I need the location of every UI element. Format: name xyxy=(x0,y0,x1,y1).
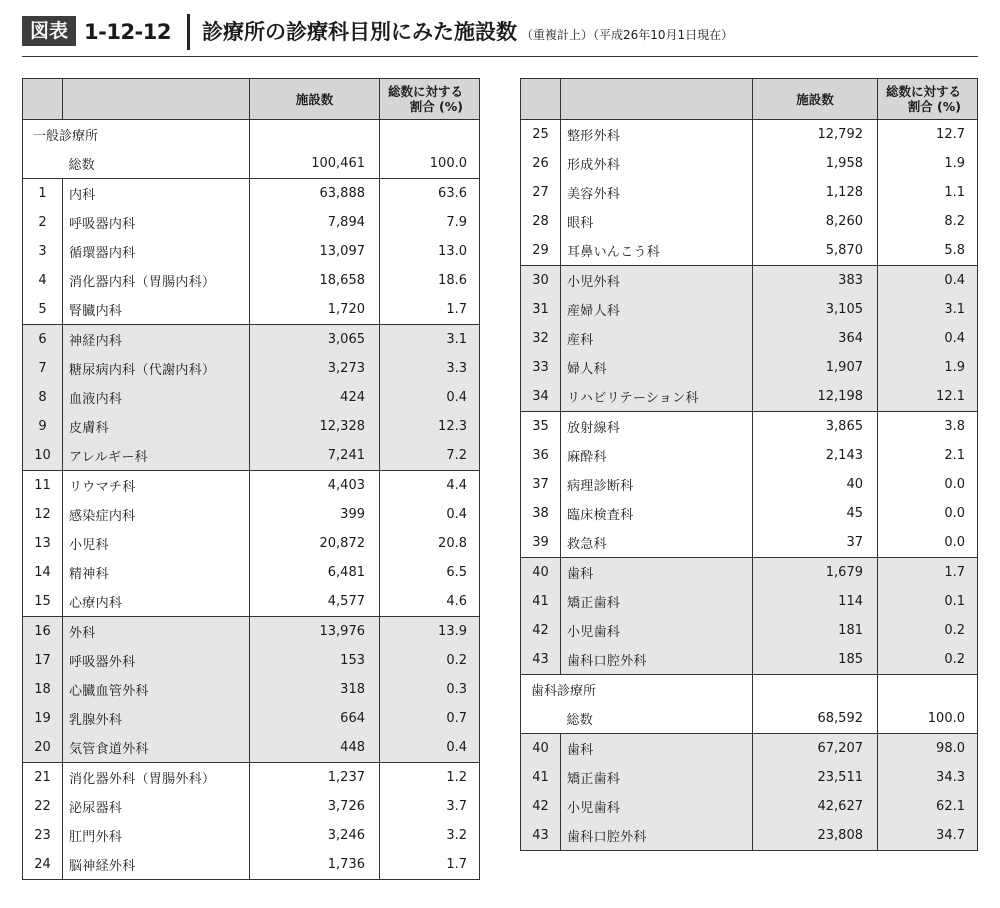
row-number: 1 xyxy=(23,179,63,209)
row-ratio: 63.6 xyxy=(380,179,480,209)
row-number: 43 xyxy=(521,821,561,851)
table-row xyxy=(23,704,480,733)
row-department: 矯正歯科 xyxy=(561,587,753,616)
row-department: 外科 xyxy=(63,617,250,647)
table-row xyxy=(23,471,480,501)
row-department: 救急科 xyxy=(561,528,753,558)
row-ratio: 18.6 xyxy=(380,266,480,295)
row-ratio: 1.1 xyxy=(878,178,978,207)
row-department: 産科 xyxy=(561,324,753,353)
total-label: 総数 xyxy=(561,704,753,734)
row-facilities: 18,658 xyxy=(250,266,380,295)
row-department: 肛門外科 xyxy=(63,821,250,850)
table-row xyxy=(521,412,978,442)
table-row xyxy=(23,354,480,383)
table-row xyxy=(23,412,480,441)
row-department: 小児外科 xyxy=(561,266,753,296)
row-department: 皮膚科 xyxy=(63,412,250,441)
row-ratio: 3.1 xyxy=(878,295,978,324)
row-department: 乳腺外科 xyxy=(63,704,250,733)
row-department: 小児歯科 xyxy=(561,792,753,821)
row-number: 3 xyxy=(23,237,63,266)
row-department: 小児科 xyxy=(63,529,250,558)
row-number: 41 xyxy=(521,587,561,616)
row-facilities: 37 xyxy=(753,528,878,558)
row-ratio: 0.4 xyxy=(380,500,480,529)
row-department: 臨床検査科 xyxy=(561,499,753,528)
row-facilities: 5,870 xyxy=(753,236,878,266)
row-number: 24 xyxy=(23,850,63,880)
row-facilities: 1,679 xyxy=(753,558,878,588)
row-department: 眼科 xyxy=(561,207,753,236)
row-facilities: 181 xyxy=(753,616,878,645)
row-ratio: 1.9 xyxy=(878,353,978,382)
row-number: 36 xyxy=(521,441,561,470)
row-number: 35 xyxy=(521,412,561,442)
table-row xyxy=(521,178,978,207)
table-row xyxy=(521,382,978,412)
row-ratio: 1.7 xyxy=(878,558,978,588)
row-ratio: 0.2 xyxy=(878,645,978,675)
row-ratio: 20.8 xyxy=(380,529,480,558)
row-number: 40 xyxy=(521,734,561,764)
header-facilities: 施設数 xyxy=(250,79,380,120)
row-number: 34 xyxy=(521,382,561,412)
row-facilities: 3,105 xyxy=(753,295,878,324)
row-facilities: 2,143 xyxy=(753,441,878,470)
row-ratio: 0.1 xyxy=(878,587,978,616)
header-rule xyxy=(22,56,978,57)
row-number: 25 xyxy=(521,120,561,150)
row-number: 28 xyxy=(521,207,561,236)
table-row xyxy=(23,587,480,617)
row-number: 39 xyxy=(521,528,561,558)
table-row xyxy=(521,441,978,470)
table-row xyxy=(23,646,480,675)
table-row xyxy=(521,792,978,821)
row-number: 8 xyxy=(23,383,63,412)
row-facilities: 448 xyxy=(250,733,380,763)
row-ratio: 98.0 xyxy=(878,734,978,764)
left-table-body xyxy=(23,120,480,880)
row-facilities: 1,958 xyxy=(753,149,878,178)
row-department: 腎臓内科 xyxy=(63,295,250,325)
table-row xyxy=(521,587,978,616)
row-number: 19 xyxy=(23,704,63,733)
row-number: 7 xyxy=(23,354,63,383)
row-ratio: 13.9 xyxy=(380,617,480,647)
row-ratio: 4.4 xyxy=(380,471,480,501)
row-number: 13 xyxy=(23,529,63,558)
header-ratio-line1: 総数に対する xyxy=(885,84,961,99)
row-facilities: 3,065 xyxy=(250,325,380,355)
section-label: 一般診療所 xyxy=(23,120,250,150)
table-row xyxy=(23,500,480,529)
table-row xyxy=(521,528,978,558)
row-ratio: 7.2 xyxy=(380,441,480,471)
total-row xyxy=(23,149,480,179)
row-number: 38 xyxy=(521,499,561,528)
section-count-empty xyxy=(250,120,380,150)
row-facilities: 153 xyxy=(250,646,380,675)
row-department: 消化器外科（胃腸外科） xyxy=(63,763,250,793)
row-ratio: 4.6 xyxy=(380,587,480,617)
header-ratio-line2: 割合 (%) xyxy=(907,99,961,114)
row-department: 内科 xyxy=(63,179,250,209)
row-ratio: 0.4 xyxy=(878,266,978,296)
row-ratio: 3.8 xyxy=(878,412,978,442)
row-number: 18 xyxy=(23,675,63,704)
table-row xyxy=(521,295,978,324)
row-facilities: 3,246 xyxy=(250,821,380,850)
row-ratio: 0.0 xyxy=(878,499,978,528)
header-ratio xyxy=(878,79,978,120)
table-row xyxy=(521,120,978,150)
row-facilities: 3,726 xyxy=(250,792,380,821)
row-department: 小児歯科 xyxy=(561,616,753,645)
row-ratio: 34.7 xyxy=(878,821,978,851)
row-department: 呼吸器内科 xyxy=(63,208,250,237)
figure-note: （重複計上）（平成26年10月1日現在） xyxy=(521,28,734,42)
table-row xyxy=(521,645,978,675)
row-department: 歯科 xyxy=(561,558,753,588)
row-facilities: 318 xyxy=(250,675,380,704)
header-no-cell xyxy=(521,79,561,120)
total-ratio: 100.0 xyxy=(380,149,480,179)
table-row xyxy=(521,558,978,588)
row-number: 22 xyxy=(23,792,63,821)
table-row xyxy=(23,179,480,209)
row-department: 呼吸器外科 xyxy=(63,646,250,675)
figure-number: 1-12-12 xyxy=(84,20,171,44)
header-ratio-line1: 総数に対する xyxy=(387,84,463,99)
row-number: 12 xyxy=(23,500,63,529)
table-row xyxy=(23,237,480,266)
row-number: 41 xyxy=(521,763,561,792)
row-number: 42 xyxy=(521,616,561,645)
row-ratio: 3.3 xyxy=(380,354,480,383)
row-department: 感染症内科 xyxy=(63,500,250,529)
row-facilities: 364 xyxy=(753,324,878,353)
row-department: 病理診断科 xyxy=(561,470,753,499)
section-row xyxy=(23,120,480,150)
row-facilities: 424 xyxy=(250,383,380,412)
row-facilities: 8,260 xyxy=(753,207,878,236)
row-ratio: 0.4 xyxy=(380,733,480,763)
row-ratio: 1.7 xyxy=(380,850,480,880)
row-ratio: 2.1 xyxy=(878,441,978,470)
table-row xyxy=(23,763,480,793)
row-ratio: 6.5 xyxy=(380,558,480,587)
row-number: 27 xyxy=(521,178,561,207)
row-department: 気管食道外科 xyxy=(63,733,250,763)
table-row xyxy=(521,353,978,382)
row-number: 5 xyxy=(23,295,63,325)
table-row xyxy=(23,383,480,412)
right-header-row xyxy=(521,79,978,120)
row-facilities: 45 xyxy=(753,499,878,528)
total-count: 100,461 xyxy=(250,149,380,179)
section-count-empty xyxy=(753,675,878,705)
row-number: 20 xyxy=(23,733,63,763)
row-facilities: 12,792 xyxy=(753,120,878,150)
row-number: 16 xyxy=(23,617,63,647)
row-ratio: 0.0 xyxy=(878,528,978,558)
row-number: 21 xyxy=(23,763,63,793)
row-number: 17 xyxy=(23,646,63,675)
table-row xyxy=(521,470,978,499)
row-number: 9 xyxy=(23,412,63,441)
table-row xyxy=(521,266,978,296)
row-department: 放射線科 xyxy=(561,412,753,442)
row-ratio: 12.3 xyxy=(380,412,480,441)
row-number: 37 xyxy=(521,470,561,499)
row-facilities: 12,198 xyxy=(753,382,878,412)
total-no xyxy=(521,704,561,734)
row-department: 神経内科 xyxy=(63,325,250,355)
row-ratio: 3.2 xyxy=(380,821,480,850)
right-table-body xyxy=(521,120,978,851)
figure-title xyxy=(202,17,733,47)
row-facilities: 399 xyxy=(250,500,380,529)
row-department: 麻酔科 xyxy=(561,441,753,470)
row-ratio: 62.1 xyxy=(878,792,978,821)
row-department: 消化器内科（胃腸内科） xyxy=(63,266,250,295)
row-ratio: 0.4 xyxy=(878,324,978,353)
table-row xyxy=(23,295,480,325)
row-department: 心臓血管外科 xyxy=(63,675,250,704)
table-row xyxy=(521,734,978,764)
row-department: リハビリテーション科 xyxy=(561,382,753,412)
row-ratio: 3.1 xyxy=(380,325,480,355)
row-department: 糖尿病内科（代謝内科） xyxy=(63,354,250,383)
row-facilities: 1,720 xyxy=(250,295,380,325)
row-ratio: 12.7 xyxy=(878,120,978,150)
table-row xyxy=(521,821,978,851)
row-facilities: 6,481 xyxy=(250,558,380,587)
header-no-cell xyxy=(23,79,63,120)
header-facilities: 施設数 xyxy=(753,79,878,120)
row-number: 32 xyxy=(521,324,561,353)
total-count: 68,592 xyxy=(753,704,878,734)
row-facilities: 114 xyxy=(753,587,878,616)
table-row xyxy=(521,149,978,178)
row-number: 23 xyxy=(23,821,63,850)
row-facilities: 7,241 xyxy=(250,441,380,471)
row-number: 40 xyxy=(521,558,561,588)
total-label: 総数 xyxy=(63,149,250,179)
left-header-row xyxy=(23,79,480,120)
row-number: 30 xyxy=(521,266,561,296)
row-department: 脳神経外科 xyxy=(63,850,250,880)
row-ratio: 7.9 xyxy=(380,208,480,237)
row-department: 泌尿器科 xyxy=(63,792,250,821)
section-label: 歯科診療所 xyxy=(521,675,753,705)
total-row xyxy=(521,704,978,734)
row-facilities: 1,907 xyxy=(753,353,878,382)
row-ratio: 0.4 xyxy=(380,383,480,412)
row-ratio: 1.9 xyxy=(878,149,978,178)
row-facilities: 63,888 xyxy=(250,179,380,209)
row-facilities: 67,207 xyxy=(753,734,878,764)
row-facilities: 1,736 xyxy=(250,850,380,880)
row-number: 2 xyxy=(23,208,63,237)
row-department: 精神科 xyxy=(63,558,250,587)
table-row xyxy=(23,821,480,850)
row-facilities: 1,128 xyxy=(753,178,878,207)
row-number: 4 xyxy=(23,266,63,295)
figure-title-text: 診療所の診療科目別にみた施設数 xyxy=(202,20,517,44)
table-row xyxy=(23,266,480,295)
row-number: 29 xyxy=(521,236,561,266)
table-row xyxy=(521,616,978,645)
row-department: 循環器内科 xyxy=(63,237,250,266)
table-row xyxy=(521,236,978,266)
table-row xyxy=(23,325,480,355)
row-department: 整形外科 xyxy=(561,120,753,150)
row-department: 耳鼻いんこう科 xyxy=(561,236,753,266)
row-ratio: 1.2 xyxy=(380,763,480,793)
row-department: 歯科口腔外科 xyxy=(561,821,753,851)
row-number: 31 xyxy=(521,295,561,324)
row-facilities: 23,511 xyxy=(753,763,878,792)
row-facilities: 383 xyxy=(753,266,878,296)
row-facilities: 13,976 xyxy=(250,617,380,647)
header-ratio-line2: 割合 (%) xyxy=(409,99,463,114)
row-ratio: 13.0 xyxy=(380,237,480,266)
left-table xyxy=(22,78,480,880)
row-number: 33 xyxy=(521,353,561,382)
table-row xyxy=(23,208,480,237)
row-facilities: 20,872 xyxy=(250,529,380,558)
row-ratio: 1.7 xyxy=(380,295,480,325)
right-table xyxy=(520,78,978,851)
row-department: 婦人科 xyxy=(561,353,753,382)
row-number: 14 xyxy=(23,558,63,587)
table-row xyxy=(23,675,480,704)
row-facilities: 13,097 xyxy=(250,237,380,266)
row-number: 10 xyxy=(23,441,63,471)
row-facilities: 7,894 xyxy=(250,208,380,237)
table-row xyxy=(521,499,978,528)
row-ratio: 0.3 xyxy=(380,675,480,704)
header-name-cell xyxy=(63,79,250,120)
table-row xyxy=(23,558,480,587)
row-department: 血液内科 xyxy=(63,383,250,412)
row-facilities: 23,808 xyxy=(753,821,878,851)
row-number: 15 xyxy=(23,587,63,617)
row-ratio: 0.0 xyxy=(878,470,978,499)
row-department: 歯科口腔外科 xyxy=(561,645,753,675)
figure-label: 図表 xyxy=(22,16,76,46)
row-ratio: 0.7 xyxy=(380,704,480,733)
row-ratio: 34.3 xyxy=(878,763,978,792)
table-row xyxy=(23,441,480,471)
row-department: 心療内科 xyxy=(63,587,250,617)
row-department: リウマチ科 xyxy=(63,471,250,501)
row-department: アレルギー科 xyxy=(63,441,250,471)
row-ratio: 0.2 xyxy=(380,646,480,675)
row-number: 42 xyxy=(521,792,561,821)
row-ratio: 12.1 xyxy=(878,382,978,412)
section-ratio-empty xyxy=(878,675,978,705)
table-row xyxy=(521,324,978,353)
section-row xyxy=(521,675,978,705)
figure-header xyxy=(22,14,982,50)
row-facilities: 42,627 xyxy=(753,792,878,821)
row-ratio: 5.8 xyxy=(878,236,978,266)
total-no xyxy=(23,149,63,179)
row-department: 産婦人科 xyxy=(561,295,753,324)
header-name-cell xyxy=(561,79,753,120)
total-ratio: 100.0 xyxy=(878,704,978,734)
table-row xyxy=(23,792,480,821)
row-number: 26 xyxy=(521,149,561,178)
row-department: 美容外科 xyxy=(561,178,753,207)
row-ratio: 8.2 xyxy=(878,207,978,236)
row-ratio: 3.7 xyxy=(380,792,480,821)
title-divider xyxy=(187,14,190,50)
row-facilities: 185 xyxy=(753,645,878,675)
table-row xyxy=(521,763,978,792)
header-ratio xyxy=(380,79,480,120)
row-number: 6 xyxy=(23,325,63,355)
table-row xyxy=(23,733,480,763)
table-row xyxy=(23,850,480,880)
row-facilities: 4,403 xyxy=(250,471,380,501)
row-facilities: 3,273 xyxy=(250,354,380,383)
table-row xyxy=(521,207,978,236)
row-ratio: 0.2 xyxy=(878,616,978,645)
row-facilities: 40 xyxy=(753,470,878,499)
row-facilities: 1,237 xyxy=(250,763,380,793)
row-number: 11 xyxy=(23,471,63,501)
table-row xyxy=(23,617,480,647)
table-row xyxy=(23,529,480,558)
row-department: 矯正歯科 xyxy=(561,763,753,792)
row-number: 43 xyxy=(521,645,561,675)
row-department: 歯科 xyxy=(561,734,753,764)
section-ratio-empty xyxy=(380,120,480,150)
row-facilities: 4,577 xyxy=(250,587,380,617)
row-facilities: 664 xyxy=(250,704,380,733)
row-department: 形成外科 xyxy=(561,149,753,178)
row-facilities: 3,865 xyxy=(753,412,878,442)
row-facilities: 12,328 xyxy=(250,412,380,441)
